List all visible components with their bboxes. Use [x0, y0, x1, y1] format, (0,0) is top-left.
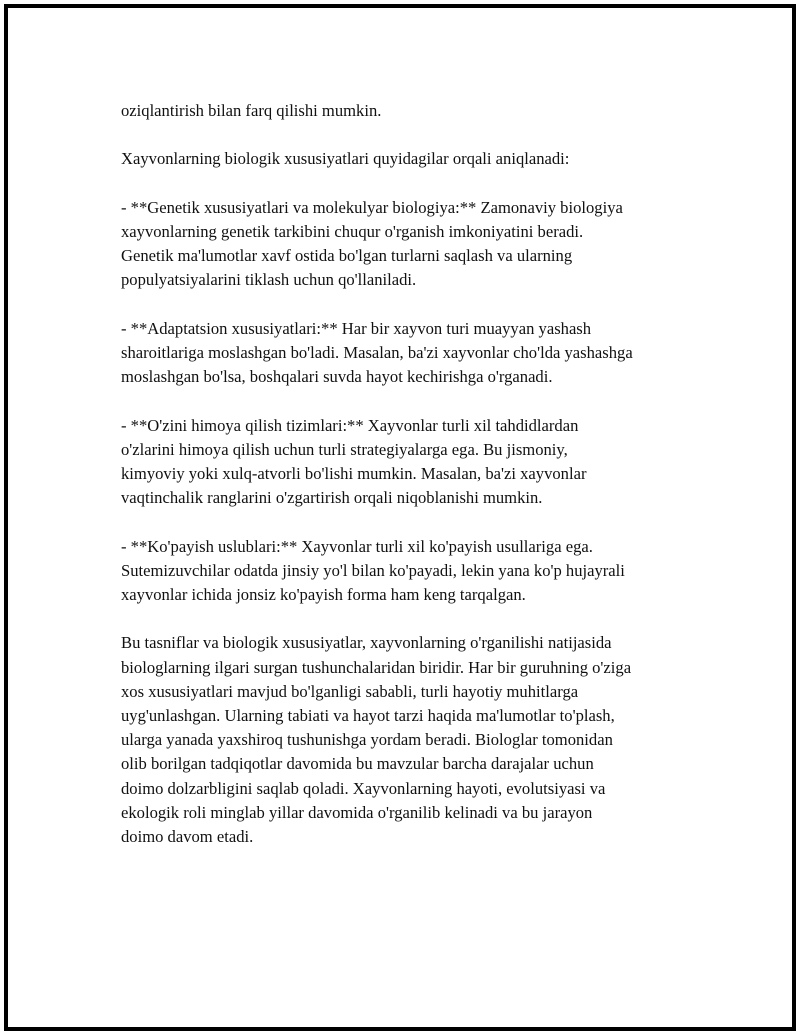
- text-line: Sutemizuvchilar odatda jinsiy yo'l bilan ko'payadi, lekin yana ko'p hujayrali: [121, 560, 625, 580]
- text-line: Bu tasniflar va biologik xususiyatlar, xayvonlarning o'rganilishi natijasida: [121, 633, 612, 653]
- list-item-reproduction: [121, 535, 711, 608]
- text-line: xayvonlar ichida jonsiz ko'payish forma ham keng tarqalgan.: [121, 584, 526, 604]
- text-line: sharoitlariga moslashgan bo'ladi. Masalan, ba'zi xayvonlar cho'lda yashashga: [121, 342, 633, 362]
- text-line: vaqtinchalik ranglarini o'zgartirish orqali niqoblanishi mumkin.: [121, 488, 543, 508]
- text-line: ekologik roli minglab yillar davomida o'rganilib kelinadi va bu jarayon: [121, 802, 593, 822]
- page-frame: [4, 4, 796, 1031]
- text-line: Genetik ma'lumotlar xavf ostida bo'lgan turlarni saqlash va ularning: [121, 246, 573, 266]
- text-line: moslashgan bo'lsa, boshqalari suvda hayot kechirishga o'rganadi.: [121, 367, 553, 387]
- text-line: kimyoviy yoki xulq-atvorli bo'lishi mumkin. Masalan, ba'zi xayvonlar: [121, 463, 587, 483]
- text-line: uyg'unlashgan. Ularning tabiati va hayot tarzi haqida ma'lumotlar to'plash,: [121, 705, 615, 725]
- text-line: - **O'zini himoya qilish tizimlari:** Xayvonlar turli xil tahdidlardan: [121, 415, 579, 435]
- text-line: ularga yanada yaxshiroq tushunishga yordam beradi. Biologlar tomonidan: [121, 730, 613, 750]
- text-line: doimo davom etadi.: [121, 827, 254, 846]
- text-line: populyatsiyalarini tiklash uchun qo'llaniladi.: [121, 270, 417, 290]
- paragraph-continuation: [121, 99, 711, 123]
- text-line: olib borilgan tadqiqotlar davomida bu mavzular barcha darajalar uchun: [121, 754, 594, 774]
- text-line: - **Adaptatsion xususiyatlari:** Har bir xayvon turi muayyan yashash: [121, 318, 592, 338]
- text-line: doimo dolzarbligini saqlab qoladi. Xayvonlarning hayoti, evolutsiyasi va: [121, 778, 606, 798]
- text-line: xayvonlarning genetik tarkibini chuqur o'rganish imkoniyatini beradi.: [121, 221, 584, 241]
- text-line: xos xususiyatlari mavjud bo'lganligi sababli, turli hayotiy muhitlarga: [121, 681, 579, 701]
- paragraph-conclusion: [121, 631, 711, 849]
- text-line: Xayvonlarning biologik xususiyatlari quyidagilar orqali aniqlanadi:: [121, 149, 570, 169]
- list-item-genetics: [121, 196, 711, 293]
- text-line: oziqlantirish bilan farq qilishi mumkin.: [121, 101, 382, 120]
- paragraph-intro: [121, 147, 711, 171]
- text-line: - **Genetik xususiyatlari va molekulyar biologiya:** Zamonaviy biologiya: [121, 197, 623, 217]
- text-line: - **Ko'payish uslublari:** Xayvonlar turli xil ko'payish usullariga ega.: [121, 536, 593, 556]
- list-item-defense: [121, 414, 711, 511]
- document-body: [121, 99, 711, 873]
- text-line: biologlarning ilgari surgan tushunchalaridan biridir. Har bir guruhning o'ziga: [121, 657, 632, 677]
- list-item-adaptation: [121, 317, 711, 390]
- text-line: o'zlarini himoya qilish uchun turli strategiyalarga ega. Bu jismoniy,: [121, 439, 568, 459]
